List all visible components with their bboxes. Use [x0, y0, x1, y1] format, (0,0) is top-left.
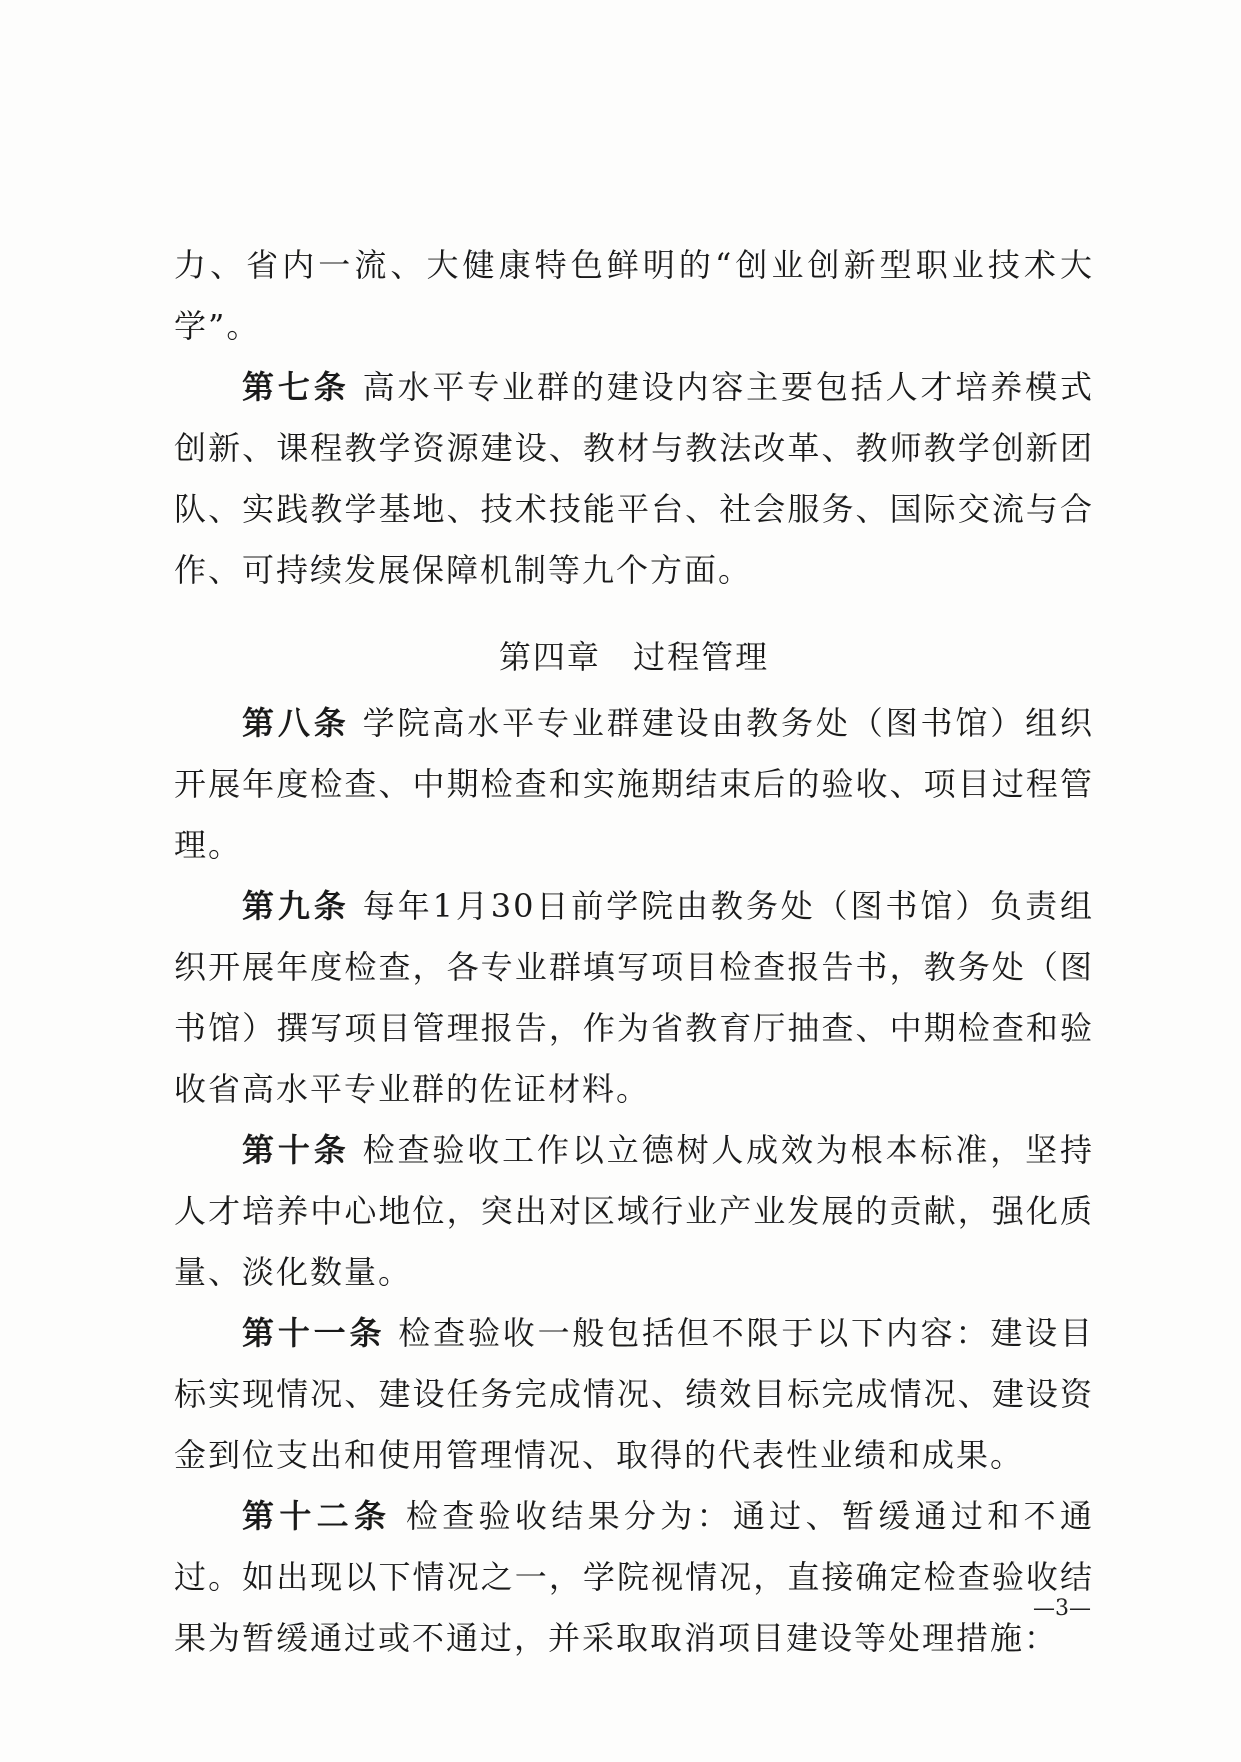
article-11 — [174, 1303, 1094, 1486]
article-text: 每年1月30日前学院由教务处（图书馆）负责组织开展年度检查，各专业群填写项目检查报告书，教务处（图书馆）撰写项目管理报告，作为省教育厅抽查、中期检查和验收省高水平专业群的佐证材料。 — [174, 887, 1094, 1108]
article-label: 第十一条 — [242, 1314, 386, 1352]
article-label: 第八条 — [242, 704, 350, 742]
paragraph-continuation — [174, 235, 1094, 357]
article-text: 检查验收一般包括但不限于以下内容：建设目标实现情况、建设任务完成情况、绩效目标完成情况、建设资金到位支出和使用管理情况、取得的代表性业绩和成果。 — [174, 1314, 1094, 1474]
article-text: 检查验收工作以立德树人成效为根本标准，坚持人才培养中心地位，突出对区域行业产业发展的贡献，强化质量、淡化数量。 — [174, 1131, 1094, 1291]
chapter-heading — [174, 627, 1094, 687]
article-label: 第十二条 — [242, 1497, 392, 1535]
article-10 — [174, 1120, 1094, 1303]
document-body — [174, 235, 1094, 1669]
chapter-title: 过程管理 — [633, 638, 770, 676]
article-label: 第七条 — [242, 368, 350, 406]
chapter-number: 第四章 — [498, 638, 601, 676]
article-text: 检查验收结果分为：通过、暂缓通过和不通过。如出现以下情况之一，学院视情况，直接确定检查验收结果为暂缓通过或不通过，并采取取消项目建设等处理措施： — [174, 1497, 1094, 1657]
paragraph-text: 力、省内一流、大健康特色鲜明的“创业创新型职业技术大学”。 — [174, 246, 1094, 345]
article-label: 第九条 — [242, 887, 350, 925]
article-8 — [174, 693, 1094, 876]
article-text: 高水平专业群的建设内容主要包括人才培养模式创新、课程教学资源建设、教材与教法改革、教师教学创新团队、实践教学基地、技术技能平台、社会服务、国际交流与合作、可持续发展保障机制等九个方面。 — [174, 368, 1094, 589]
article-9 — [174, 876, 1094, 1120]
article-7 — [174, 357, 1094, 601]
article-12 — [174, 1486, 1094, 1669]
article-label: 第十条 — [242, 1131, 350, 1169]
page-number: —3— — [1033, 1596, 1091, 1621]
article-text: 学院高水平专业群建设由教务处（图书馆）组织开展年度检查、中期检查和实施期结束后的验收、项目过程管理。 — [174, 704, 1094, 864]
